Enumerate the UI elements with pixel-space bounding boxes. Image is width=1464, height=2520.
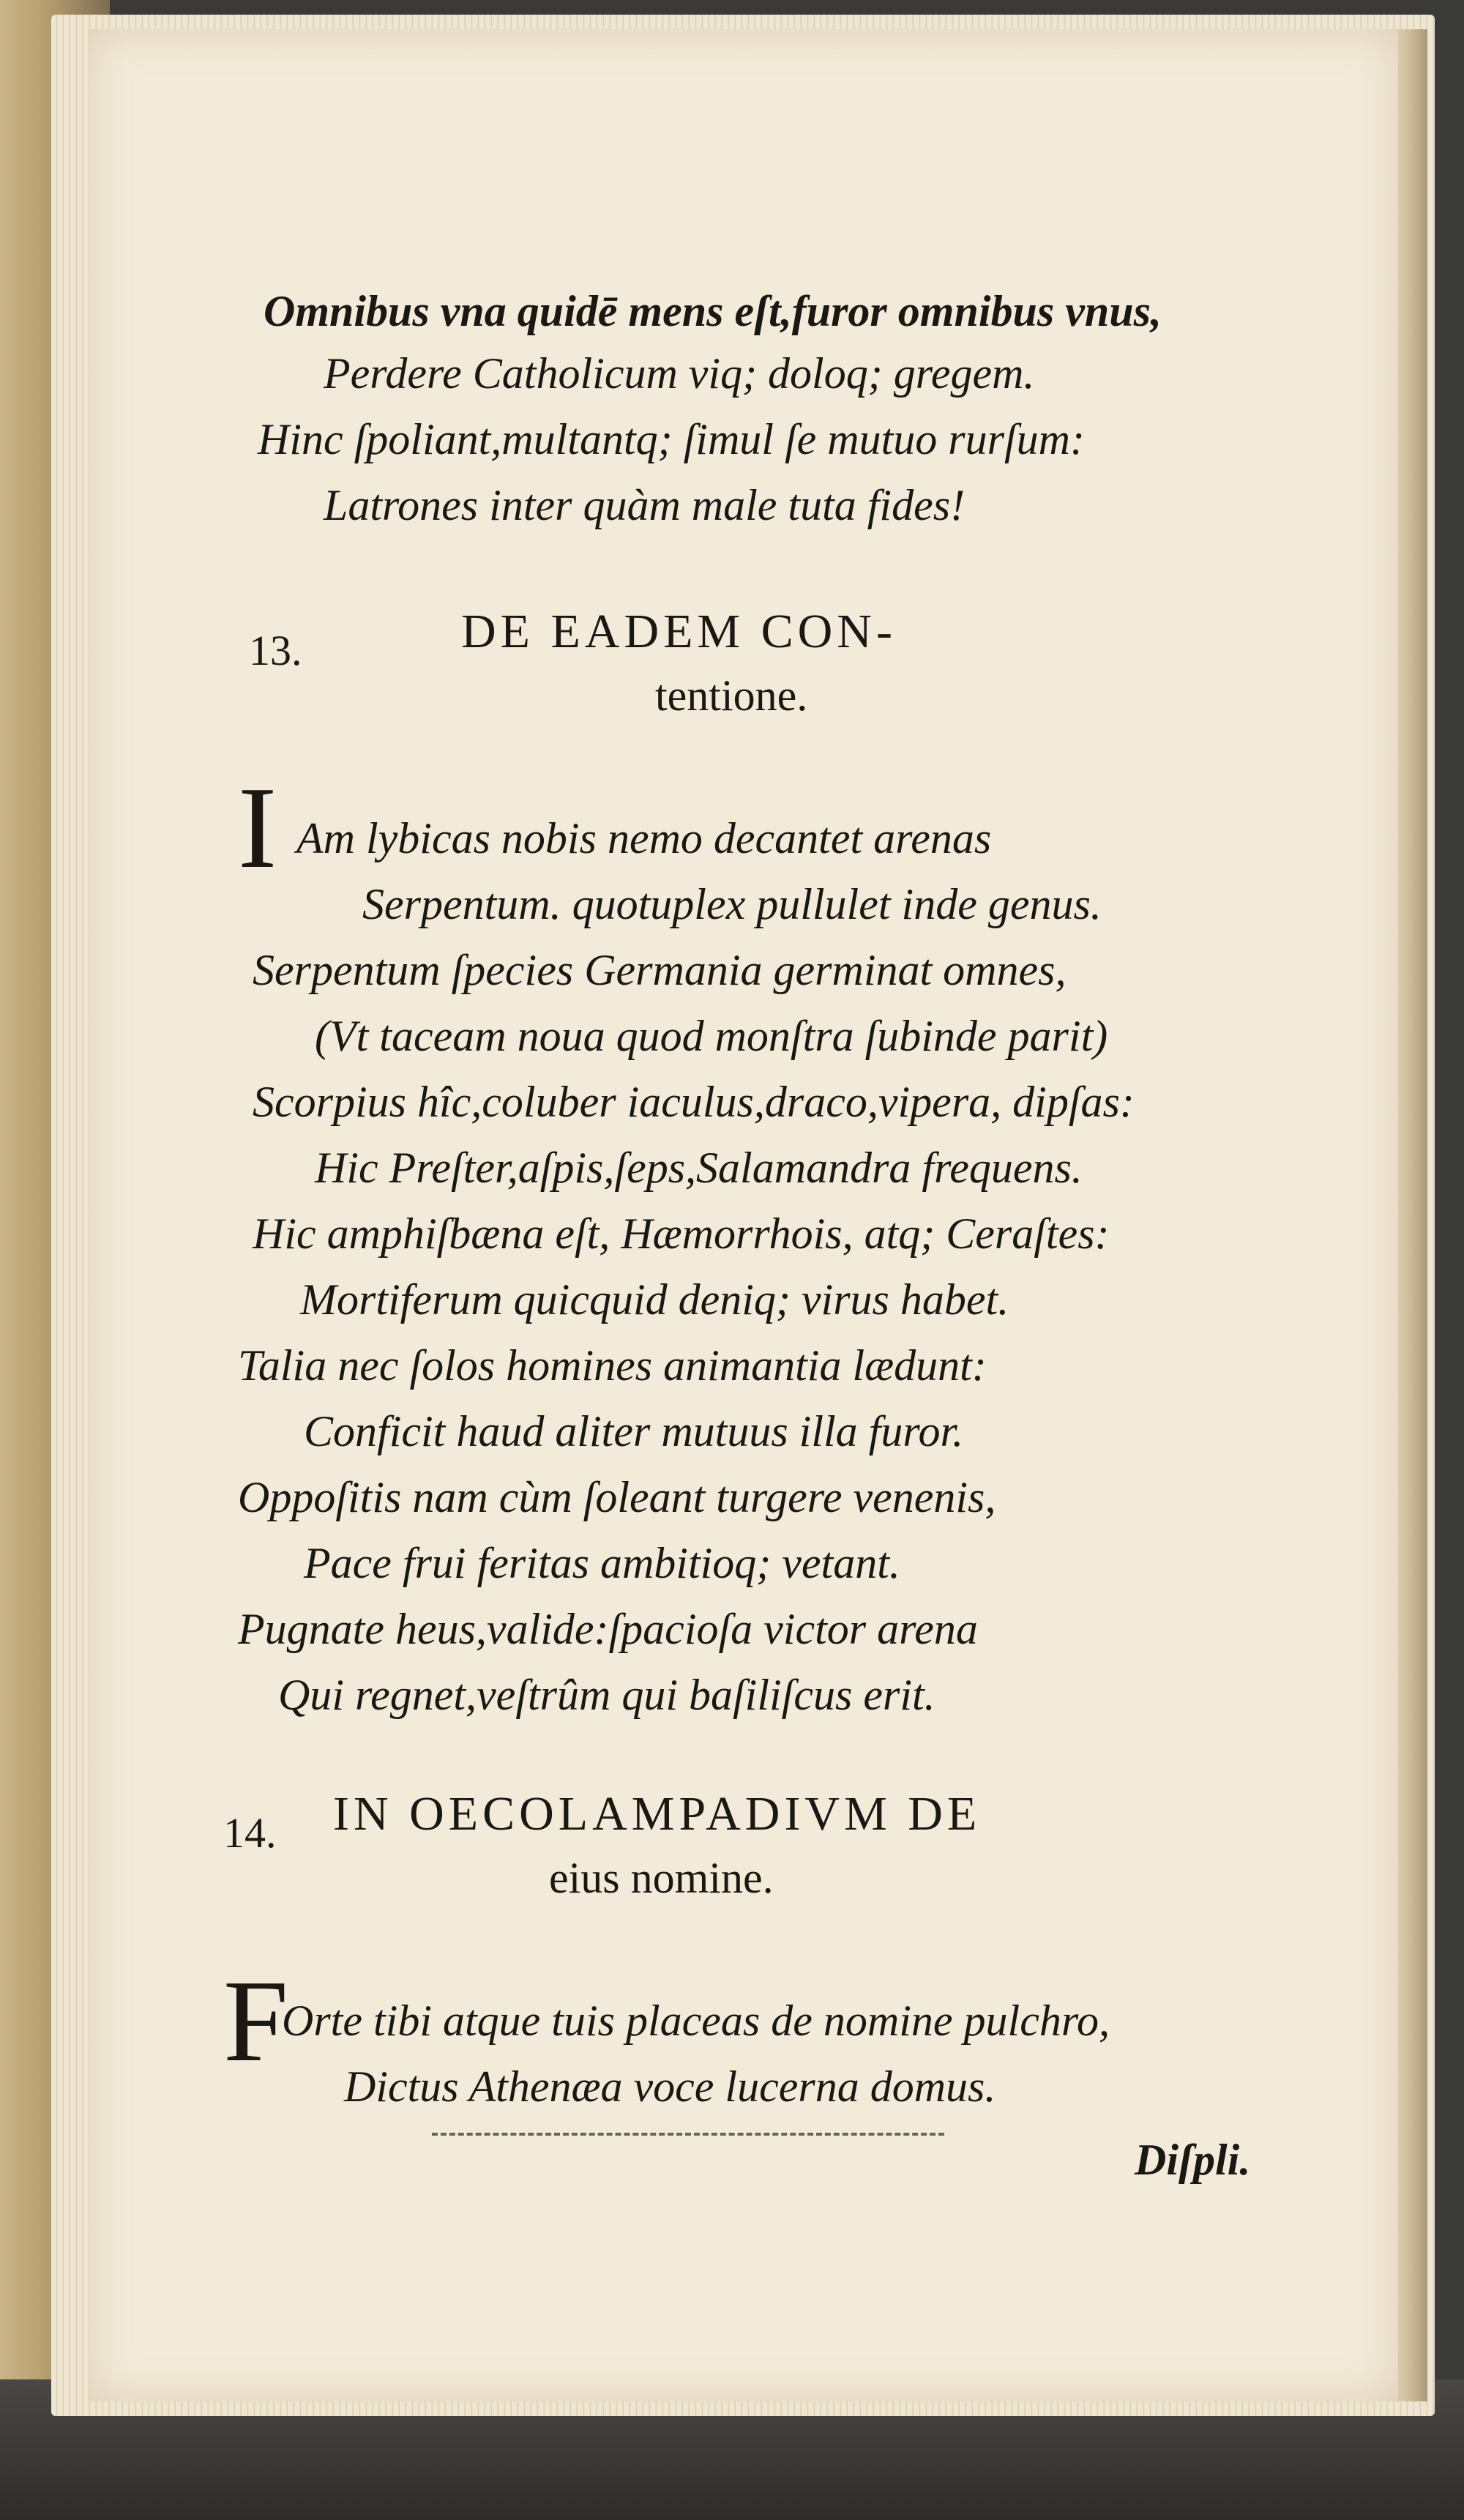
section13-line-13: Pugnate heus,valide:ſpacioſa victor arena <box>238 1605 978 1653</box>
section14-line-1: Orte tibi atque tuis placeas de nomine pulchro, <box>282 1997 1110 2045</box>
book-page <box>88 29 1398 2401</box>
section13-line-3: Serpentum ſpecies Germania germinat omnes, <box>253 946 1067 994</box>
section13-heading-line2: tentione. <box>655 671 808 720</box>
section14-heading-line2: eius nomine. <box>549 1854 774 1902</box>
section13-line-7: Hic amphiſbæna eſt, Hæmorrhois, atq; Ceraſtes: <box>253 1209 1110 1258</box>
poem12-line-4: Latrones inter quàm male tuta fides! <box>324 481 966 529</box>
section13-number: 13. <box>249 627 302 674</box>
section14-heading-line1: IN OECOLAMPADIVM DE <box>333 1787 982 1841</box>
section13-line-2: Serpentum. quotuplex pullulet inde genus. <box>362 880 1102 928</box>
poem12-line-1: Omnibus vna quidē mens eſt,furor omnibus vnus, <box>264 287 1162 335</box>
section13-line-5: Scorpius hîc,coluber iaculus,draco,vipera, dipſas: <box>253 1078 1135 1126</box>
poem12-line-3: Hinc ſpoliant,multantq; ſimul ſe mutuo rurſum: <box>258 415 1085 463</box>
section13-drop-cap: I <box>238 762 277 892</box>
section13-line-9: Talia nec ſolos homines animantia lædunt: <box>238 1341 987 1390</box>
section13-line-11: Oppoſitis nam cùm ſoleant turgere venenis, <box>238 1473 996 1521</box>
section13-heading-line1: DE EADEM CON- <box>461 605 897 658</box>
section13-line-10: Conficit haud aliter mutuus illa furor. <box>304 1407 964 1455</box>
poem12-line-2: Perdere Catholicum viq; doloq; gregem. <box>324 349 1035 398</box>
section13-line-14: Qui regnet,veſtrûm qui baſiliſcus erit. <box>278 1671 935 1719</box>
section13-line-12: Pace frui feritas ambitioq; vetant. <box>304 1539 900 1587</box>
catchword: Diſpli. <box>1135 2136 1251 2184</box>
underline-rule <box>432 2133 944 2136</box>
section13-line-8: Mortiferum quicquid deniq; virus habet. <box>300 1275 1009 1324</box>
section13-line-6: Hic Preſter,aſpis,ſeps,Salamandra frequens. <box>315 1144 1083 1192</box>
section14-drop-cap: F <box>223 1956 288 2086</box>
section14-number: 14. <box>223 1809 277 1857</box>
section13-line-4: (Vt taceam noua quod monſtra ſubinde parit) <box>315 1012 1108 1060</box>
section13-line-1: Am lybicas nobis nemo decantet arenas <box>296 814 992 862</box>
section14-line-2: Dictus Athenæa voce lucerna domus. <box>344 2062 996 2111</box>
